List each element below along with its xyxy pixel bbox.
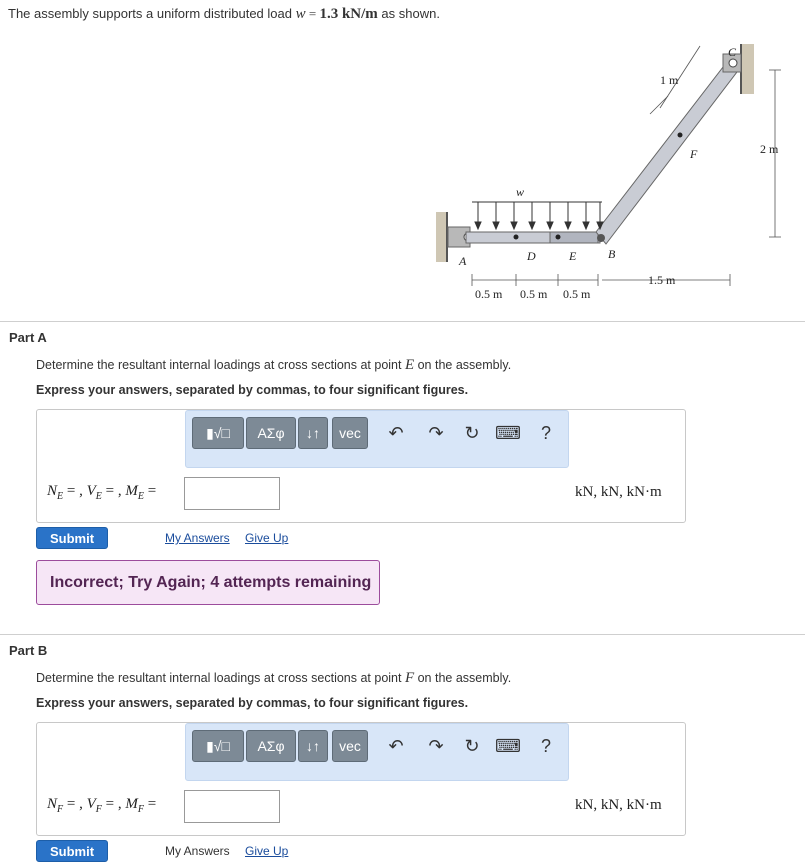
arrows-button-b[interactable]: ↓↑	[298, 730, 328, 762]
point-d	[514, 235, 519, 240]
point-f	[678, 133, 683, 138]
label-e: E	[569, 249, 577, 263]
part-a-units: kN, kN, kN·m	[575, 484, 662, 500]
pin-b	[597, 234, 605, 242]
redo-icon[interactable]: ↷	[428, 735, 444, 756]
part-b-answer-input[interactable]	[184, 790, 280, 823]
part-b-units: kN, kN, kN·m	[575, 797, 662, 813]
part-b-divider	[0, 634, 805, 635]
v-label: V	[86, 796, 96, 812]
load-variable: w	[295, 6, 306, 22]
undo-icon[interactable]: ↶	[388, 422, 404, 443]
part-b-prompt	[36, 670, 511, 687]
n-label: N	[47, 483, 58, 499]
part-a-prompt	[36, 357, 511, 374]
m-label: M	[125, 483, 138, 499]
part-b-my-answers-label: My Answers	[165, 844, 230, 858]
pin-c	[729, 59, 737, 67]
part-b-title: Part B	[9, 643, 48, 658]
wall-c	[742, 44, 754, 94]
part-b-give-up-link[interactable]: Give Up	[245, 844, 289, 858]
part-a-answer-input[interactable]	[184, 477, 280, 510]
part-b-prompt-end: on the assembly.	[414, 671, 512, 685]
redo-icon[interactable]: ↷	[428, 422, 444, 443]
dim-0-5m-1: 0.5 m	[475, 287, 503, 301]
label-a: A	[459, 254, 467, 268]
part-a-prompt-text: Determine the resultant internal loadings at cross sections at point	[36, 358, 405, 372]
greek-button-b[interactable]: ΑΣφ	[246, 730, 296, 762]
assembly-figure	[430, 34, 800, 314]
keyboard-icon[interactable]: ⌨	[495, 735, 521, 756]
wall-a	[436, 212, 446, 262]
v-subscript: F	[95, 804, 102, 815]
label-c: C	[728, 45, 737, 59]
n-label: N	[47, 796, 58, 812]
part-a-instructions: Express your answers, separated by commas, to four significant figures.	[36, 383, 469, 397]
part-a-equation-label: $N_E$ = , $V_E$ = , $M_E$ =	[47, 483, 157, 502]
label-b: B	[608, 247, 616, 261]
templates-button[interactable]	[192, 417, 244, 449]
vec-button-b[interactable]: vec	[332, 730, 368, 762]
part-b-toolbar	[185, 723, 569, 781]
part-a-point: E	[404, 357, 415, 373]
n-subscript: E	[57, 491, 64, 502]
part-b-submit-button[interactable]: Submit	[36, 840, 108, 862]
part-b-equation-label: $N_F$ = , $V_F$ = , $M_F$ =	[47, 796, 157, 815]
reset-icon[interactable]: ↻	[464, 735, 480, 756]
part-a-submit-button[interactable]: Submit	[36, 527, 108, 549]
intro-text-end: as shown.	[377, 6, 440, 21]
dimension-lines	[472, 46, 781, 286]
part-a-feedback: Incorrect; Try Again; 4 attempts remaining	[36, 560, 380, 605]
load-arrows	[475, 202, 603, 229]
v-label: V	[86, 483, 96, 499]
m-label: M	[125, 796, 138, 812]
v-subscript: E	[95, 491, 102, 502]
point-e	[556, 235, 561, 240]
part-b-prompt-text: Determine the resultant internal loadings at cross sections at point	[36, 671, 405, 685]
part-b-instructions: Express your answers, separated by commas, to four significant figures.	[36, 696, 469, 710]
label-f: F	[690, 147, 698, 161]
undo-icon[interactable]: ↶	[388, 735, 404, 756]
equals-sign: =	[305, 6, 320, 21]
part-a-toolbar	[185, 410, 569, 468]
label-w: w	[516, 185, 525, 199]
part-b-answer-box	[36, 722, 686, 836]
dim-1m: 1 m	[660, 73, 679, 87]
label-d: D	[527, 249, 536, 263]
part-a-prompt-end: on the assembly.	[414, 358, 512, 372]
arrows-button[interactable]: ↓↑	[298, 417, 328, 449]
templates-button-b[interactable]	[192, 730, 244, 762]
vec-button[interactable]: vec	[332, 417, 368, 449]
n-subscript: F	[57, 804, 64, 815]
part-b-point: F	[404, 670, 415, 686]
dim-0-5m-3: 0.5 m	[563, 287, 591, 301]
keyboard-icon[interactable]: ⌨	[495, 422, 521, 443]
dim-0-5m-2: 0.5 m	[520, 287, 548, 301]
part-a-answer-box	[36, 409, 686, 523]
part-a-give-up-link[interactable]: Give Up	[245, 531, 289, 545]
reset-icon[interactable]: ↻	[464, 422, 480, 443]
part-a-divider	[0, 321, 805, 322]
dim-2m: 2 m	[760, 142, 779, 156]
part-a-my-answers-link[interactable]: My Answers	[165, 531, 230, 545]
greek-button[interactable]: ΑΣφ	[246, 417, 296, 449]
intro-text: The assembly supports a uniform distributed load	[8, 6, 296, 21]
help-button-b[interactable]: ?	[540, 735, 551, 756]
dim-1-5m: 1.5 m	[648, 273, 676, 287]
problem-statement	[8, 6, 440, 23]
help-button[interactable]: ?	[540, 422, 551, 443]
m-subscript: F	[137, 804, 144, 815]
templates-icon: ▮√□	[206, 737, 230, 754]
m-subscript: E	[137, 491, 144, 502]
templates-icon: ▮√□	[206, 424, 230, 441]
part-a-title: Part A	[9, 330, 47, 345]
load-value: 1.3 kN/m	[319, 6, 378, 22]
